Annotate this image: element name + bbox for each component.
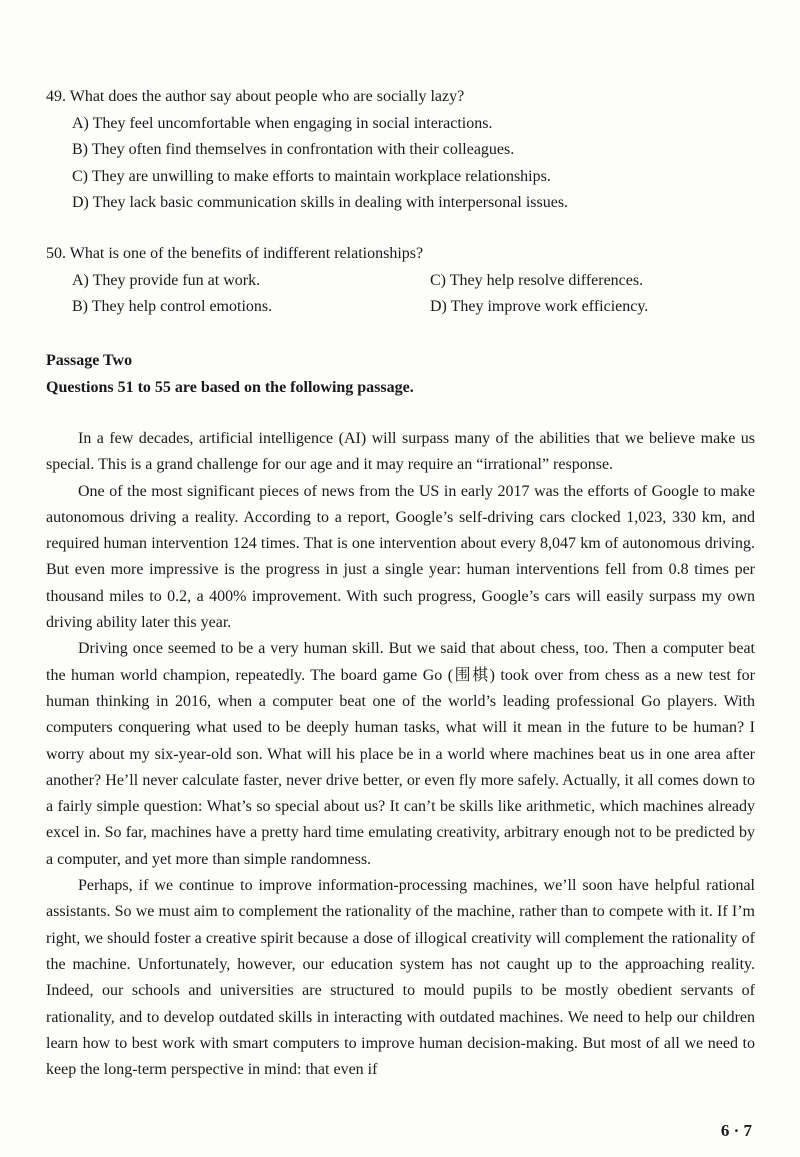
option-d: D) They improve work efficiency. [430,298,649,315]
question-stem: 50. What is one of the benefits of indifferent relationships? [46,245,424,262]
paragraph: Perhaps, if we continue to improve information-processing machines, we’ll soon have helpful rational assistants. So we must aim to complement the rationality of the machine, rather than to compete with it. If I’m right, we should foster a creative spirit because a dose of illogical creativity will complement the rationality of the machine. Unfortunately, however, our education system has not caught up to the approaching reality. Indeed, our schools and universities are structured to mould pupils to be mostly obedient servants of rationality, and to develop outdated skills in interacting with outdated machines. We need to help our children learn how to best work with smart computers to improve human decision-making. But most of all we need to keep the long-term perspective in mind: that even if [46,877,755,1079]
passage-instructions: Questions 51 to 55 are based on the following passage. [46,379,414,396]
option-b: B) They help control emotions. [72,298,273,315]
option-c: C) They are unwilling to make efforts to maintain workplace relationships. [72,167,551,185]
paragraph: Driving once seemed to be a very human skill. But we said that about chess, too. Then a computer beat the human world champion, repeatedly. The board game Go (围棋) took over from chess as a new test for human thinking in 2016, when a computer beat one of the world’s leading professional Go players. With computers conquering what used to be deeply human tasks, what will it mean in the future to be human? I worry about my six-year-old son. What will his place be in a world where machines beat us in one area after another? He’ll never calculate faster, never drive better, or even fly more safely. Actually, it all comes down to a fairly simple question: What’s so special about us? It can’t be skills like arithmetic, which machines already excel in. So far, machines have a pretty hard time emulating creativity, arbitrary enough not to be predicted by a computer, and yet more than simple randomness. [46,640,755,868]
question-stem: 49. What does the author say about people who are socially lazy? [46,88,465,105]
paragraph: One of the most significant pieces of news from the US in early 2017 was the efforts of Google to make autonomous driving a reality. According to a report, Google’s self-driving cars clocked 1,023, 330 km, and required human intervention 124 times. That is one intervention about every 8,047 km of autonomous driving. But even more impressive is the progress in just a single year: human interventions fell from 0.8 times per thousand miles to 0.2, a 400% improvement. With such progress, Google’s cars will easily surpass my own driving ability later this year. [46,482,755,632]
passage-body [46,426,755,1083]
question-50 [46,241,760,321]
option-d: D) They lack basic communication skills in dealing with interpersonal issues. [72,194,569,211]
passage-title: Passage Two [46,352,133,369]
option-b: B) They often find themselves in confrontation with their colleagues. [72,141,515,158]
options-grid [46,268,760,321]
option-c: C) They help resolve differences. [430,271,644,289]
question-49 [46,84,568,217]
paragraph: In a few decades, artificial intelligence (AI) will surpass many of the abilities that we believe make us special. This is a grand challenge for our age and it may require an “irrational” response. [46,430,755,474]
page-number: 6 · 7 [720,1121,752,1140]
option-a: A) They provide fun at work. [72,271,261,289]
option-a: A) They feel uncomfortable when engaging in social interactions. [72,114,493,132]
